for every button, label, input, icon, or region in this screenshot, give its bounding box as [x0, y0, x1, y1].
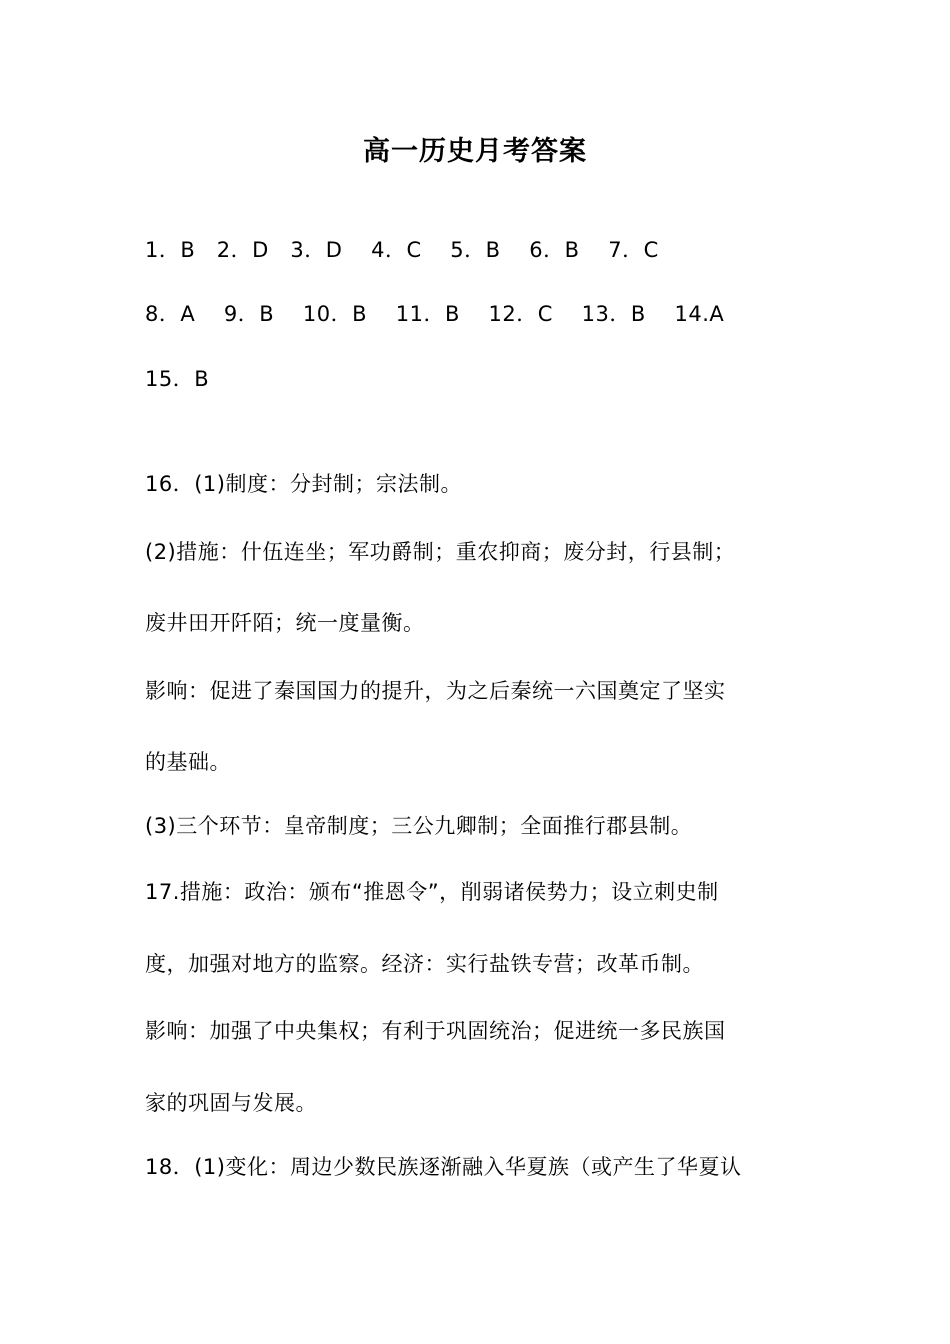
- q17-line2: 度，加强对地方的监察。经济：实行盐铁专营；改革币制。: [145, 952, 704, 976]
- q17-line4: 家的巩固与发展。: [145, 1091, 317, 1115]
- q17-line3: 影响：加强了中央集权；有利于巩固统治；促进统一多民族国: [145, 1019, 726, 1043]
- q16-impact-line2: 的基础。: [145, 750, 231, 774]
- q17-line1: 17.措施：政治：颁布“推恩令”，削弱诸侯势力；设立刺史制: [145, 880, 719, 904]
- q16-impact-line1: 影响：促进了秦国国力的提升，为之后秦统一六国奠定了坚实: [145, 679, 726, 703]
- answers-row-1: 1．B 2．D 3．D 4．C 5．B 6．B 7．C: [145, 238, 659, 262]
- page-title: 高一历史月考答案: [363, 136, 587, 167]
- answers-row-2: 8．A 9．B 10．B 11．B 12．C 13．B 14.A: [145, 302, 725, 326]
- q16-part3: (3)三个环节：皇帝制度；三公九卿制；全面推行郡县制。: [145, 814, 693, 838]
- q18-line1: 18．(1)变化：周边少数民族逐渐融入华夏族（或产生了华夏认: [145, 1155, 742, 1179]
- q16-part2-line1: (2)措施：什伍连坐；军功爵制；重农抑商；废分封，行县制；: [145, 540, 736, 564]
- q16-part1: 16．(1)制度：分封制；宗法制。: [145, 472, 462, 496]
- q16-part2-line2: 废井田开阡陌；统一度量衡。: [145, 611, 425, 635]
- answers-row-3: 15．B: [145, 367, 210, 391]
